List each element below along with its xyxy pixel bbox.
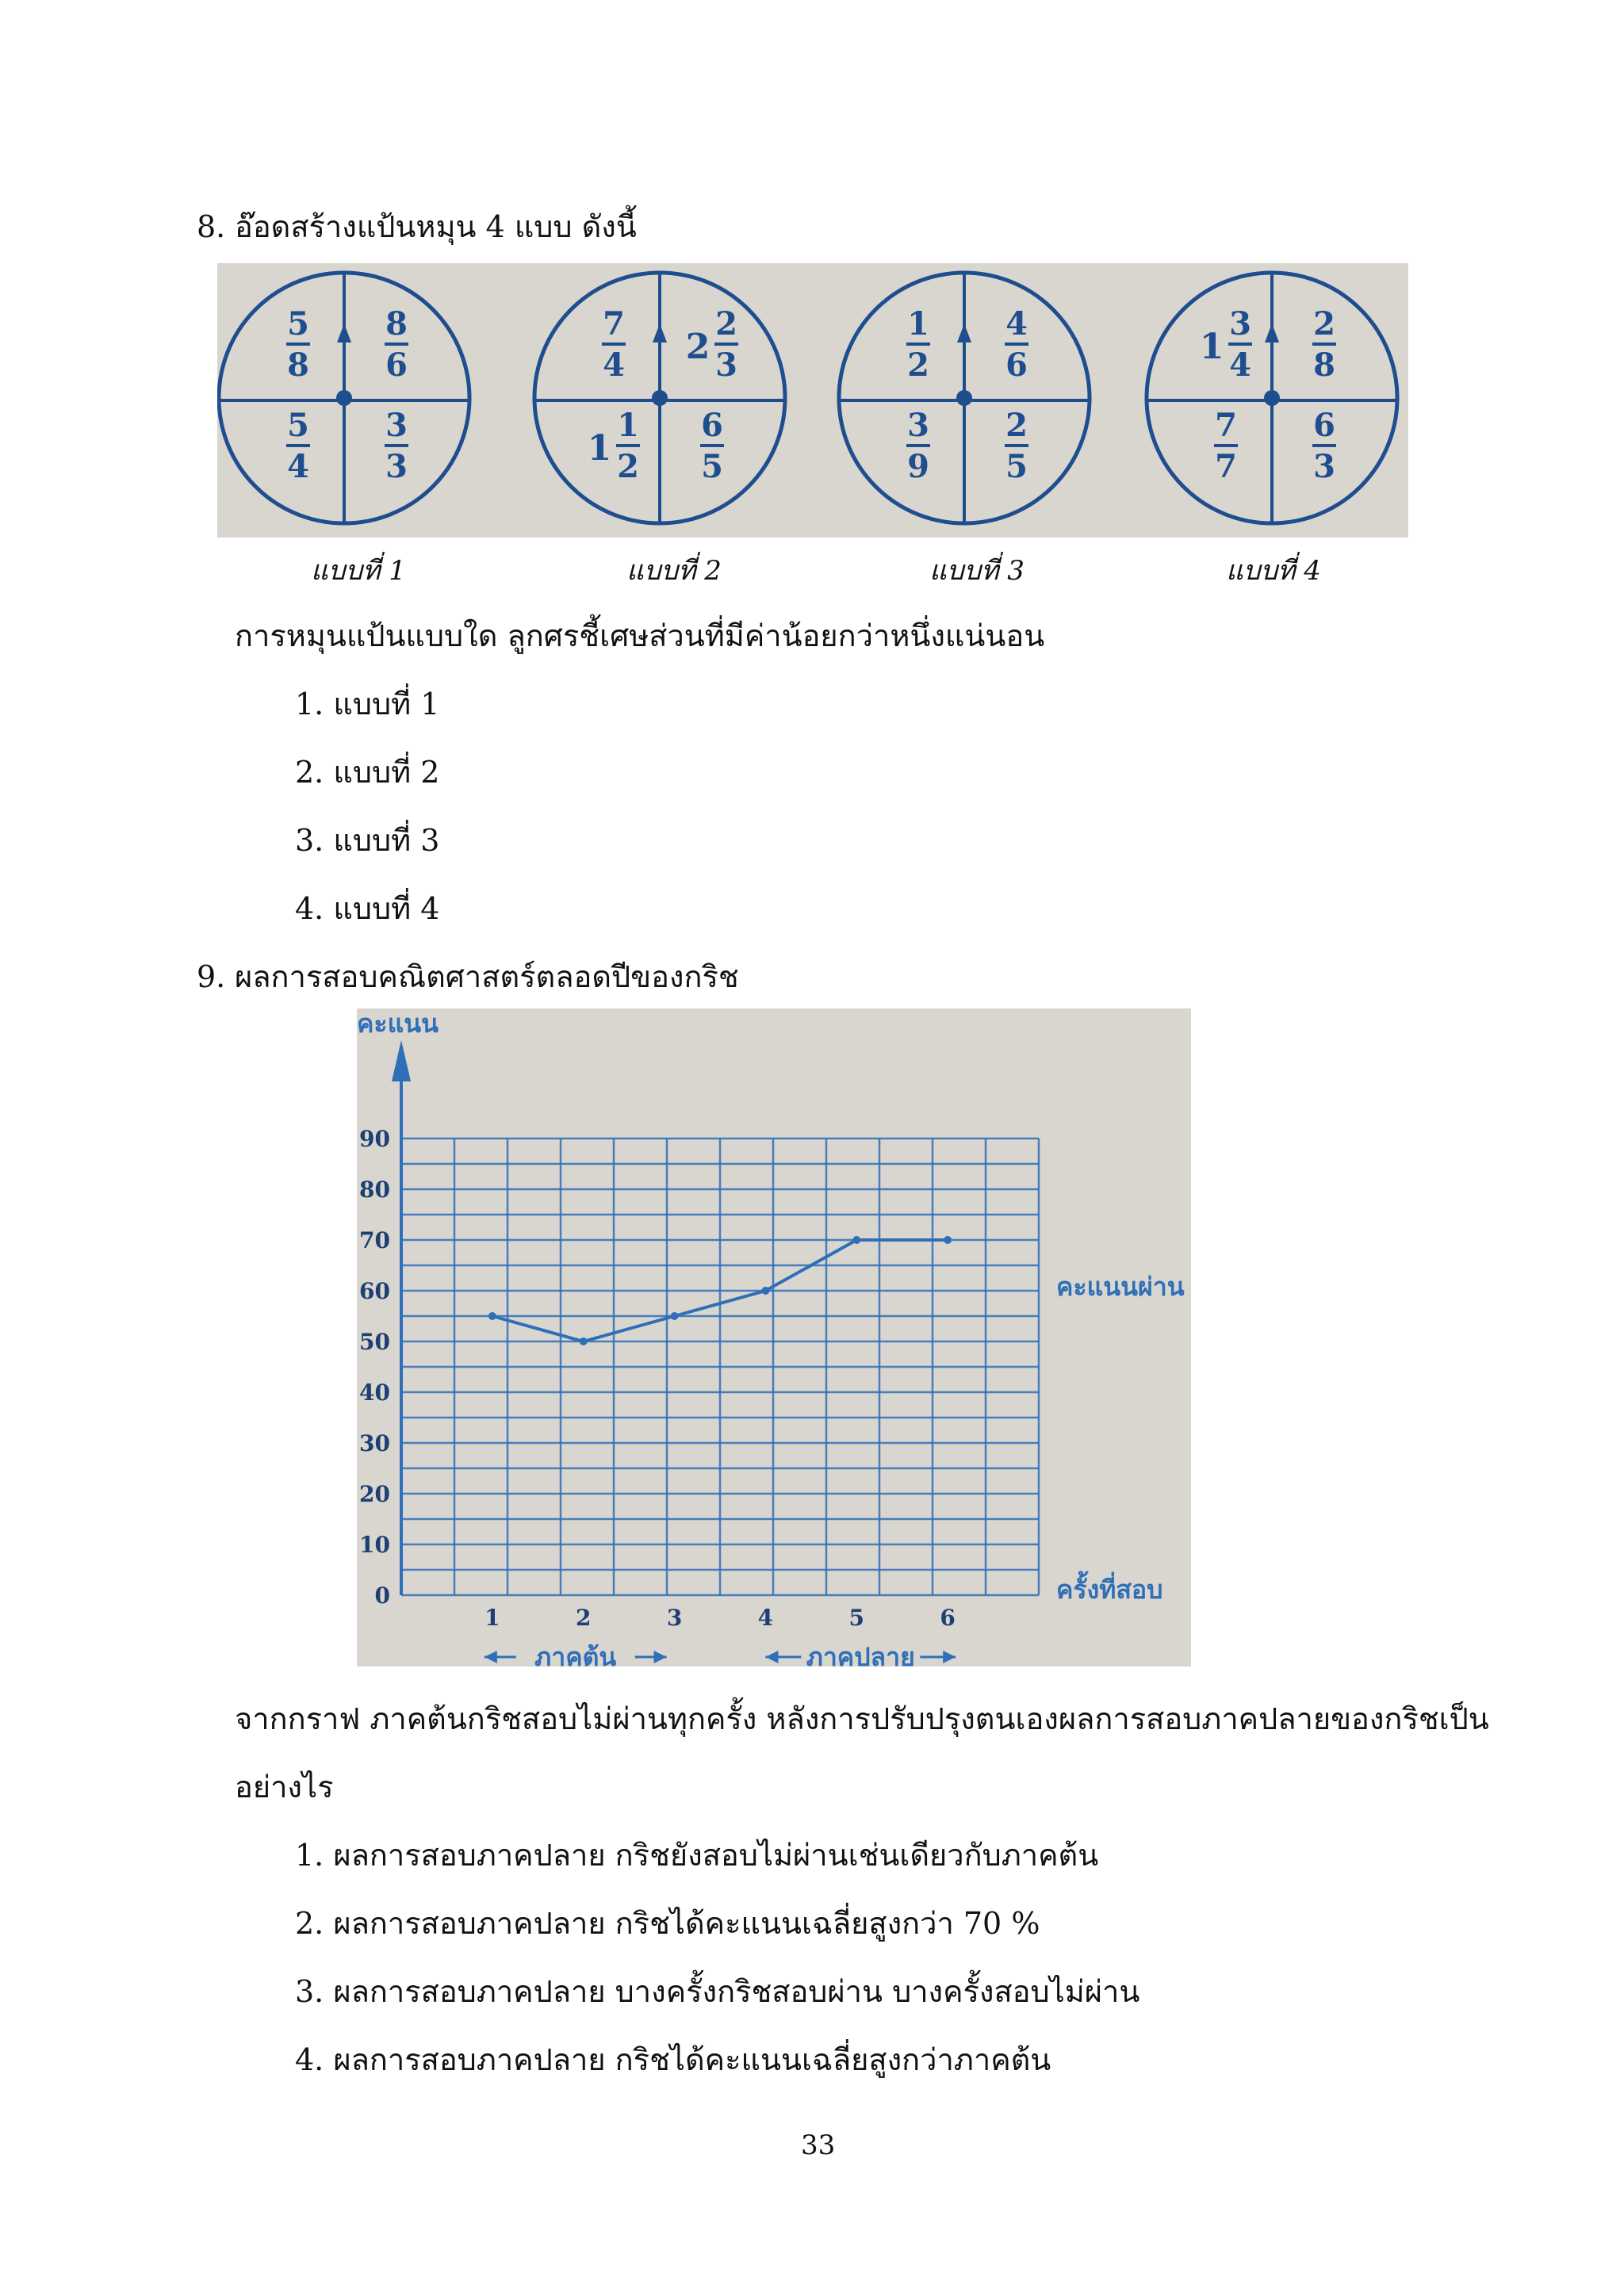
- spinner-3-hub: [956, 390, 972, 406]
- q8-choice-4[interactable]: 4. แบบที่ 4: [295, 891, 440, 926]
- q9-choice-1[interactable]: 1. ผลการสอบภาคปลาย กริชยังสอบไม่ผ่านเช่นเดียวกับภาคต้น: [295, 1838, 1099, 1873]
- spinner-2-bottom-left-numerator: 1: [617, 407, 639, 444]
- q8-number: 8.: [197, 209, 226, 244]
- spinner-3-top-right-denominator: 6: [1005, 346, 1028, 384]
- spinner-1-arrow-icon: [337, 323, 351, 342]
- spinner-4-bottom-right-denominator: 3: [1313, 448, 1335, 485]
- spinner-3-bottom-right-denominator: 5: [1005, 448, 1028, 485]
- x-tick-label: 6: [940, 1605, 956, 1631]
- y-tick-label: 90: [359, 1126, 390, 1152]
- q8-choice-3[interactable]: 3. แบบที่ 3: [295, 823, 440, 858]
- spinner-4-bottom-right-numerator: 6: [1313, 407, 1335, 444]
- spinner-1-bottom-right-numerator: 3: [385, 407, 408, 444]
- spinner-label-3: แบบที่ 3: [929, 555, 1025, 587]
- spinner-1-bottom-left-denominator: 4: [287, 448, 309, 485]
- second-term-left-arrow-icon: [765, 1651, 778, 1663]
- y-tick-label: 20: [359, 1481, 390, 1507]
- q9-choice-4[interactable]: 4. ผลการสอบภาคปลาย กริชได้คะแนนเฉลี่ยสูงกว่าภาคต้น: [295, 2042, 1051, 2077]
- pass-score-label: คะแนนผ่าน: [1056, 1272, 1185, 1302]
- x-tick-label: 2: [575, 1605, 592, 1631]
- spinner-3-top-right-numerator: 4: [1005, 305, 1028, 342]
- second-term-label: ภาคปลาย: [806, 1642, 915, 1667]
- spinner-1-bottom-left-numerator: 5: [287, 407, 309, 444]
- spinner-4-top-left-denominator: 4: [1229, 346, 1251, 384]
- data-point: [761, 1287, 769, 1295]
- spinner-2-top-right-numerator: 2: [715, 305, 737, 342]
- spinner-2-bottom-right-numerator: 6: [701, 407, 723, 444]
- spinner-2-bottom-left-whole: 1: [587, 428, 612, 469]
- score-chart: [357, 1008, 1191, 1667]
- spinner-4-top-right-numerator: 2: [1313, 305, 1335, 342]
- x-tick-label: 5: [848, 1605, 865, 1631]
- data-point: [671, 1312, 679, 1320]
- y-tick-label: 40: [359, 1380, 390, 1406]
- spinner-3-top-left-denominator: 2: [907, 346, 929, 384]
- spinner-4-top-left-numerator: 3: [1229, 305, 1251, 342]
- q9-stem: ผลการสอบคณิตศาสตร์ตลอดปีของกริช: [235, 959, 739, 994]
- data-point: [944, 1236, 952, 1244]
- q9-question-line1: จากกราฟ ภาคต้นกริชสอบไม่ผ่านทุกครั้ง หลังการปรับปรุงตนเองผลการสอบภาคปลายของกริชเป็น: [235, 1701, 1489, 1736]
- data-point: [488, 1312, 496, 1320]
- y-tick-label: 80: [359, 1177, 390, 1203]
- spinner-3-arrow-icon: [957, 323, 971, 342]
- first-term-left-arrow-icon: [485, 1651, 497, 1663]
- spinner-4-hub: [1264, 390, 1280, 406]
- spinner-4: [1147, 273, 1397, 523]
- spinner-2-top-left-denominator: 4: [603, 346, 625, 384]
- x-tick-label: 4: [757, 1605, 774, 1631]
- spinner-1-top-right-denominator: 6: [385, 346, 408, 384]
- y-tick-label: 70: [359, 1227, 390, 1253]
- spinner-1-hub: [336, 390, 352, 406]
- q9-number: 9.: [197, 959, 226, 994]
- spinner-1: [219, 273, 469, 523]
- data-point: [580, 1337, 588, 1345]
- spinner-2-bottom-right-denominator: 5: [701, 448, 723, 485]
- spinner-1-top-right-numerator: 8: [385, 305, 408, 342]
- spinner-3: [839, 273, 1090, 523]
- spinner-label-1: แบบที่ 1: [311, 555, 406, 587]
- spinner-3-top-left-numerator: 1: [907, 305, 929, 342]
- spinner-label-2: แบบที่ 2: [626, 555, 722, 587]
- spinner-1-top-left-denominator: 8: [287, 346, 309, 384]
- spinner-4-top-left-whole: 1: [1199, 327, 1224, 367]
- spinner-3-bottom-right-numerator: 2: [1005, 407, 1028, 444]
- y-axis-label: คะแนน: [357, 1008, 439, 1039]
- spinner-3-bottom-left-denominator: 9: [907, 448, 929, 485]
- q9-choice-3[interactable]: 3. ผลการสอบภาคปลาย บางครั้งกริชสอบผ่าน บางครั้งสอบไม่ผ่าน: [295, 1974, 1140, 2009]
- spinner-1-top-left-numerator: 5: [287, 305, 309, 342]
- q8-question: การหมุนแป้นแบบใด ลูกศรชี้เศษส่วนที่มีค่าน้อยกว่าหนึ่งแน่นอน: [235, 618, 1045, 653]
- spinner-4-bottom-left-denominator: 7: [1215, 448, 1237, 485]
- y-tick-label: 50: [359, 1329, 390, 1355]
- first-term-right-arrow-icon: [654, 1651, 667, 1663]
- spinner-4-arrow-icon: [1265, 323, 1279, 342]
- q8-choice-1[interactable]: 1. แบบที่ 1: [295, 687, 440, 721]
- x-axis-label: ครั้งที่สอบ: [1056, 1575, 1163, 1605]
- spinner-2: [534, 273, 785, 523]
- q9-choice-2[interactable]: 2. ผลการสอบภาคปลาย กริชได้คะแนนเฉลี่ยสูงกว่า 70 %: [295, 1906, 1040, 1941]
- spinner-1-bottom-right-denominator: 3: [385, 448, 408, 485]
- chart-grid: [401, 1138, 1039, 1595]
- spinner-2-top-right-denominator: 3: [715, 346, 737, 384]
- spinner-4-bottom-left-numerator: 7: [1215, 407, 1237, 444]
- x-tick-label: 1: [485, 1605, 500, 1631]
- page-number: 33: [801, 2130, 836, 2161]
- y-tick-label: 10: [359, 1532, 390, 1558]
- spinner-4-top-right-denominator: 8: [1313, 346, 1335, 384]
- q9-question-line2: อย่างไร: [235, 1770, 334, 1804]
- second-term-right-arrow-icon: [943, 1651, 956, 1663]
- y-tick-label: 30: [359, 1430, 390, 1456]
- spinner-2-top-left-numerator: 7: [603, 305, 625, 342]
- q8-stem: อ๊อดสร้างแป้นหมุน 4 แบบ ดังนี้: [235, 209, 637, 244]
- first-term-label: ภาคต้น: [534, 1642, 617, 1667]
- x-tick-label: 3: [666, 1605, 683, 1631]
- spinner-label-4: แบบที่ 4: [1226, 555, 1321, 587]
- y-tick-label: 60: [359, 1278, 390, 1304]
- spinner-3-bottom-left-numerator: 3: [907, 407, 929, 444]
- spinner-figure: [217, 263, 1408, 538]
- spinner-2-hub: [652, 390, 668, 406]
- spinner-2-bottom-left-denominator: 2: [617, 448, 639, 485]
- y-tick-label: 0: [374, 1582, 390, 1609]
- chart-svg: [357, 1008, 1191, 1667]
- spinner-2-top-right-whole: 2: [685, 327, 710, 367]
- y-axis-arrow-icon: [392, 1040, 411, 1081]
- data-point: [852, 1236, 860, 1244]
- spinner-2-arrow-icon: [653, 323, 667, 342]
- spinners-svg: [217, 263, 1408, 538]
- q8-choice-2[interactable]: 2. แบบที่ 2: [295, 755, 440, 790]
